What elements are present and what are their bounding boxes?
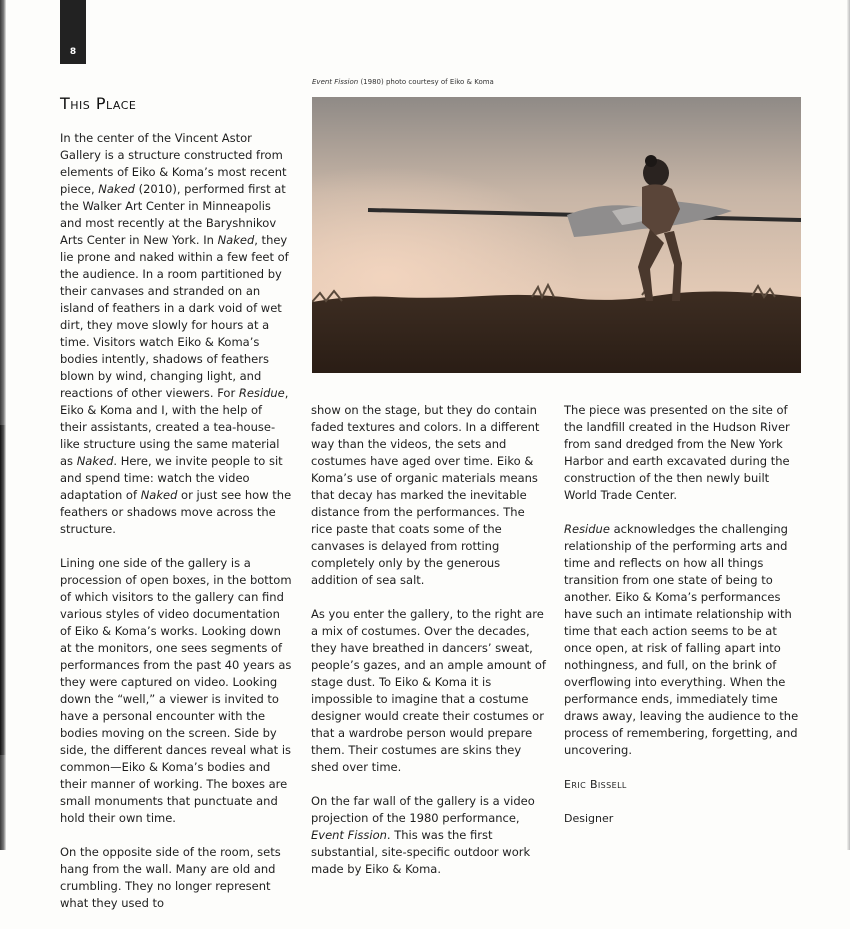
text-run: Lining one side of the gallery is a procession of open boxes, in the bottom of which visitors to the gallery can find various styles of video documentation of Eiko & Koma’s works. Looking down at the monitors, one sees segments of performances from the past 40 years as they were captured on video. Looking down the “well,” a viewer is invited to have a personal encounter with the bodies moving on the screen. Side by side, the different dances reveal what is common—Eiko & Koma’s bodies and their manner of working. The boxes are small monuments that punctuate and hold their own time.: [60, 556, 292, 825]
paragraph: [60, 555, 292, 827]
paragraph: [564, 402, 804, 504]
caption-title: Event Fission: [312, 78, 359, 86]
page-number-tab: [60, 0, 86, 64]
author-name: Eric Bissell: [564, 778, 627, 791]
text-run: show on the stage, but they do contain faded textures and colors. In a different way than the videos, the sets and costumes have aged over time. Eiko & Koma’s use of organic materials means that decay has marked the inevitable distance from the performances. The rice paste that coats some of the canvases is delayed from rotting completely only by the generous addition of sea salt.: [311, 403, 540, 587]
text-column-1: [60, 130, 292, 929]
text-column-2: [311, 402, 549, 895]
text-run: In the center of the Vincent Astor Gallery is a structure constructed from elements of Eiko & Koma’s most recent piece,: [60, 131, 287, 196]
italic-title: Residue: [238, 386, 285, 400]
paragraph: [311, 606, 549, 776]
photo-caption: [312, 78, 494, 86]
section-heading: This Place: [60, 94, 137, 113]
italic-title: Naked: [76, 454, 114, 468]
paragraph: [60, 844, 292, 912]
italic-title: Naked: [98, 182, 135, 196]
text-run: . This was the first substantial, site-specific outdoor work made by Eiko & Koma.: [311, 828, 531, 876]
text-run: , Eiko & Koma and I, with the help of their assistants, created a tea-house-like structure using the same material as: [60, 386, 289, 468]
italic-title: Naked: [217, 233, 255, 247]
caption-credit: (1980) photo courtesy of Eiko & Koma: [358, 78, 494, 86]
performance-photo: [312, 97, 801, 373]
text-run: (2010), performed first at the Walker Art Center in Minneapolis and most recently at the Baryshnikov Arts Center in New York. In: [60, 182, 286, 247]
paragraph: [311, 402, 549, 589]
text-run: or just see how the feathers or shadows move across the structure.: [60, 488, 292, 536]
page-number: 8: [69, 47, 77, 57]
text-column-3: [564, 402, 804, 844]
text-run: On the far wall of the gallery is a video projection of the 1980 performance,: [311, 794, 535, 825]
italic-title: Residue: [564, 522, 610, 536]
paragraph: [564, 521, 804, 759]
text-run: , they lie prone and naked within a few feet of the audience. In a room partitioned by their canvases and stranded on an island of feathers in a dark void of wet dirt, they move slowly for hours at a time. Visitors watch Eiko & Koma’s bodies intently, shadows of feathers blown by wind, changing light, and reactions of other viewers. For: [60, 233, 289, 400]
paragraph: [60, 130, 292, 538]
paragraph: [311, 793, 549, 878]
text-run: As you enter the gallery, to the right are a mix of costumes. Over the decades, they have breathed in dancers’ sweat, people’s gazes, and an ample amount of stage dust. To Eiko & Koma it is impossible to imagine that a costume designer would create their costumes or that a wardrobe person would prepare them. Their costumes are skins they shed over time.: [311, 607, 546, 774]
text-run: The piece was presented on the site of the landfill created in the Hudson River from sand dredged from the New York Harbor and earth excavated during the construction of the then newly built World Trade Center.: [564, 403, 790, 502]
page-spine-shadow-dark: [0, 425, 6, 755]
author-role: Designer: [564, 812, 614, 825]
text-run: On the opposite side of the room, sets hang from the wall. Many are old and crumbling. They no longer represent what they used to: [60, 845, 281, 910]
text-run: acknowledges the challenging relationship of the performing arts and time and reflects on how all things transition from one state of being to another. Eiko & Koma’s performances have such an intimate relationship with time that each action seems to be at once open, at risk of falling apart into nothingness, and full, on the brink of overflowing into everything. When the performance ends, immediately time draws away, leaving the audience to the process of remembering, forgetting, and uncovering.: [564, 522, 799, 757]
text-run: . Here, we invite people to sit and spend time: watch the video adaptation of: [60, 454, 283, 502]
italic-title: Naked: [140, 488, 178, 502]
italic-title: Event Fission: [311, 828, 387, 842]
